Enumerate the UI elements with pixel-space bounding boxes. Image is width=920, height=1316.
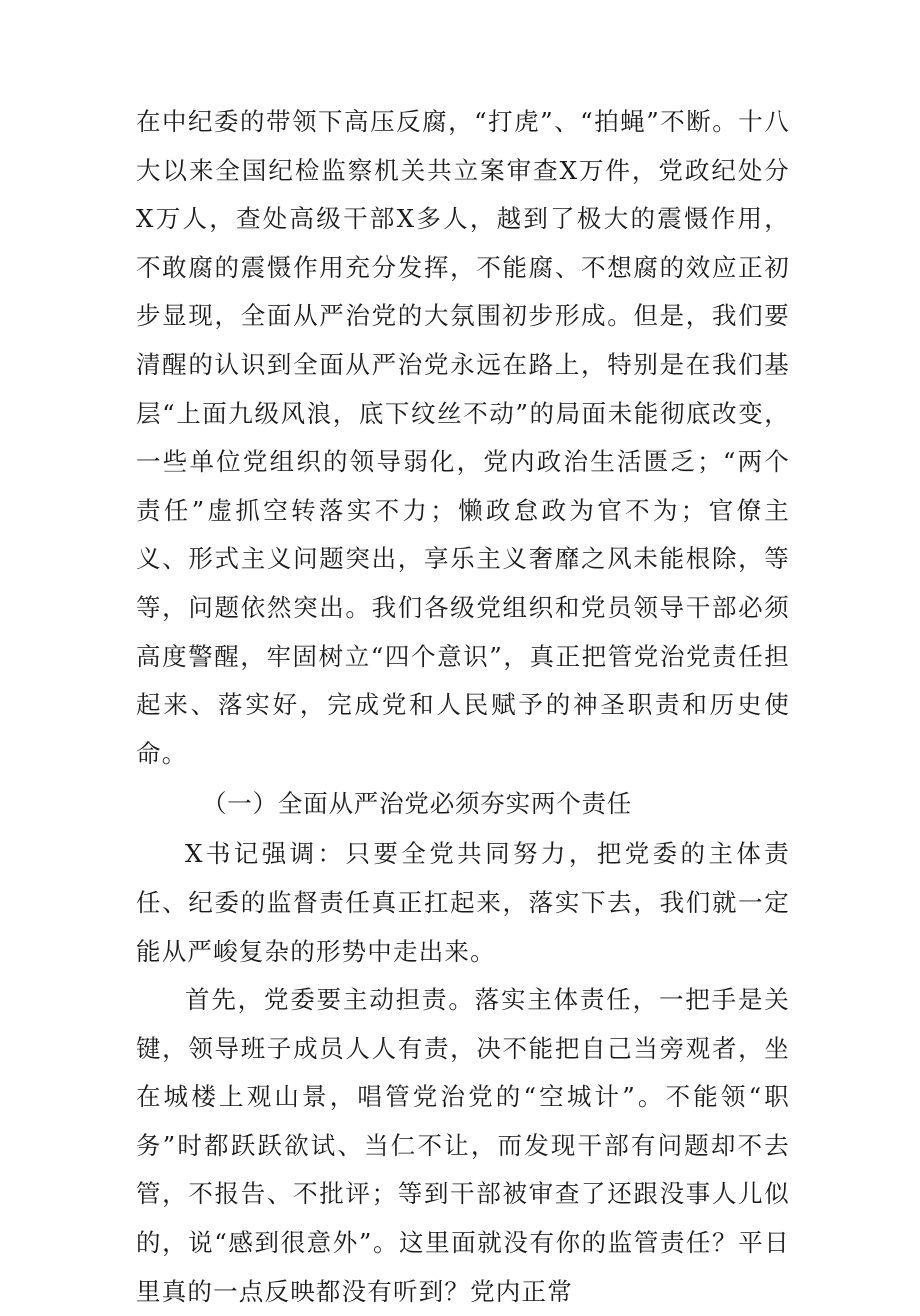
section-heading: （一）全面从严治党必须夯实两个责任 bbox=[202, 789, 633, 819]
paragraph-anti-corruption: 在中纪委的带领下高压反腐，“打虎”、“拍蝇”不断。十八大以来全国纪检监察机关共立案审查X万件，党政纪处分X万人，查处高级干部X多人，越到了极大的震慑作用，不敢腐的震慑作用充分发挥，不能腐、不想腐的效应正初步显现，全面从严治党的大氛围初步形成。但是，我们要清醒的认识到全面从严治党永远在路上，特别是在我们基层“上面九级风浪，底下纹丝不动”的局面未能彻底改变，一些单位党组织的领导弱化，党内政治生活匮乏；“两个责任”虚抓空转落实不力；懒政怠政为官不为；官僚主义、形式主义问题突出，享乐主义奢靡之风未能根除，等等，问题依然突出。我们各级党组织和党员领导干部必须高度警醒，牢固树立“四个意识”，真正把管党治党责任担起来、落实好，完成党和人民赋予的神圣职责和历史使命。 bbox=[136, 107, 790, 768]
paragraph-party-committee-responsibility: 首先，党委要主动担责。落实主体责任，一把手是关键，领导班子成员人人有责，决不能把自己当旁观者，坐在城楼上观山景，唱管党治党的“空城计”。不能领“职务”时都跃跃欲试、当仁不让，而发现干部有问题却不去管，不报告、不批评；等到干部被审查了还跟没事人儿似的，说“感到很意外”。这里面就没有你的监管责任？平日里真的一点反映都没有听到？党内正常 bbox=[136, 985, 790, 1306]
document-body bbox=[136, 98, 790, 1316]
paragraph-secretary-emphasis: X书记强调：只要全党共同努力，把党委的主体责任、纪委的监督责任真正扛起来，落实下去，我们就一定能从严峻复杂的形势中走出来。 bbox=[136, 839, 790, 966]
